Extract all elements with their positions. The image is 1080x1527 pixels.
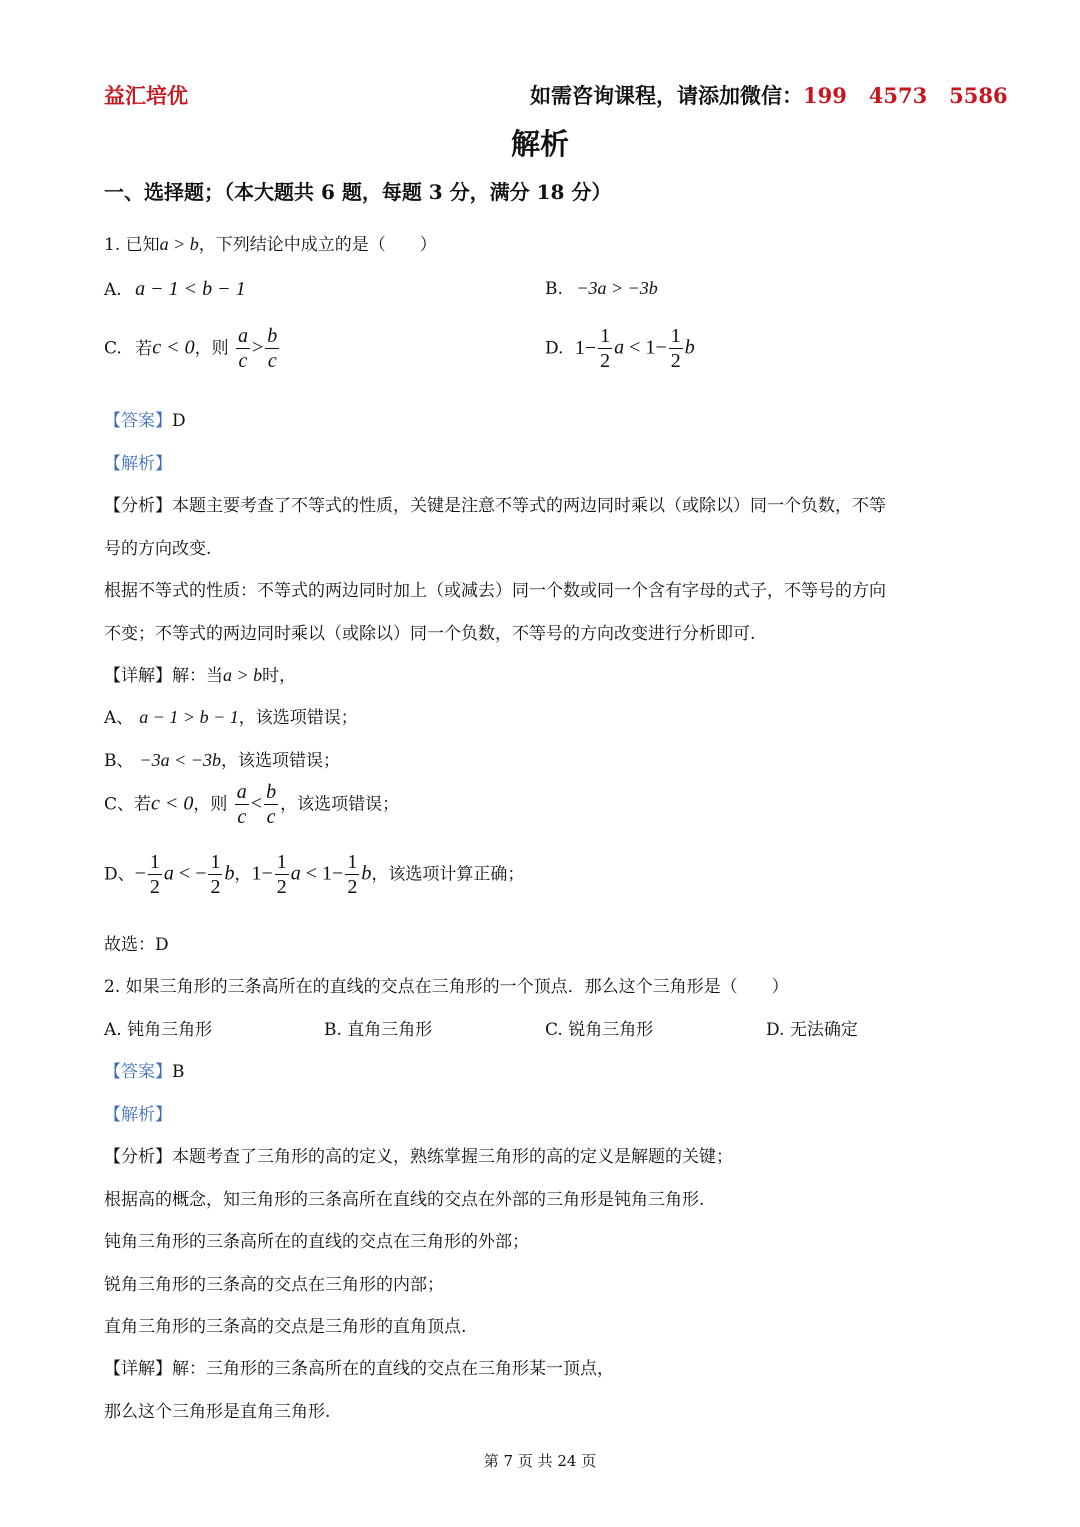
fraction: $\frac{1}{2}$	[347, 851, 358, 898]
detail-a-math: a − 1 > b − 1	[139, 707, 239, 727]
detail-text: 解：三角形的三条高所在的直线的交点在三角形某一顶点，	[172, 1359, 614, 1379]
q1-option-c: C. 若c < 0，则 $\frac{a}{c}$ > $\frac{b}{c}$	[104, 325, 278, 372]
fraction: $\frac{a}{c}$	[236, 781, 247, 828]
q2-line4: 直角三角形的三条高的交点是三角形的直角顶点.	[104, 1317, 467, 1337]
fraction: $\frac{1}{2}$	[670, 325, 681, 372]
wechat-number: 199 4573 5586	[803, 83, 1008, 108]
answer-tag: 【答案】	[104, 1062, 172, 1082]
q1-detail-d: D、− $\frac{1}{2}$ a < − $\frac{1}{2}$ b，1− $\frac{1}{2}$ a < 1− $\frac{1}{2}$ b，该选项计算正确；	[104, 851, 525, 898]
q1-option-b	[545, 278, 658, 299]
brand-name: 益汇培优	[104, 83, 188, 108]
fenxi-tag: 【分析】	[104, 496, 172, 516]
q1-basis-line1: 根据不等式的性质：不等式的两边同时加上（或减去）同一个数或同一个含有字母的式子，不等号的方向	[104, 581, 886, 601]
q1-stem-pre: 1. 已知	[104, 235, 160, 255]
detail-tag: 【详解】	[104, 1359, 172, 1379]
q1-option-c-then: ，则	[194, 338, 229, 359]
q2-option-c: C. 锐角三角形	[545, 1020, 654, 1040]
detail-b-label: B、	[104, 751, 134, 771]
q1-basis-line2: 不变；不等式的两边同时乘以（或除以）同一个负数，不等号的方向改变进行分析即可.	[104, 624, 756, 644]
fraction: $\frac{1}{2}$	[210, 851, 221, 898]
q1-stem-post: ，下列结论中成立的是（ ）	[198, 235, 437, 255]
q2-detail1	[104, 1354, 614, 1379]
q1-conclusion: 故选：D	[104, 935, 169, 955]
detail-text: 解：当	[172, 666, 223, 686]
q1-stem	[104, 230, 437, 255]
detail-b-math: −3a < −3b	[139, 750, 221, 770]
q1-option-d: D. 1− $\frac{1}{2}$ a < 1− $\frac{1}{2}$ b	[545, 325, 695, 372]
detail-c-label: C、若	[104, 794, 152, 815]
answer-value: B	[172, 1062, 185, 1082]
detail-c-text: ，该选项错误；	[280, 794, 400, 815]
q1-option-d-label: D.	[545, 338, 564, 359]
q1-option-c-text: 若	[135, 338, 153, 359]
section-heading: 一、选择题；（本大题共 6 题，每题 3 分，满分 18 分）	[104, 180, 612, 204]
answer-tag: 【答案】	[104, 411, 172, 431]
contact-line	[530, 80, 1008, 110]
q1-detail-a	[104, 703, 358, 728]
q1-detail-b	[104, 746, 340, 771]
q1-fenxi-line2: 号的方向改变.	[104, 539, 212, 559]
q2-line1: 根据高的概念，知三角形的三条高所在直线的交点在外部的三角形是钝角三角形.	[104, 1190, 705, 1210]
q1-option-a-label: A.	[104, 280, 122, 300]
q2-detail2: 那么这个三角形是直角三角形.	[104, 1402, 331, 1422]
detail-b-text: ，该选项错误；	[220, 751, 340, 771]
q2-answer	[104, 1057, 185, 1082]
detail-condition: a > b	[223, 665, 263, 685]
q1-fenxi-line1	[104, 491, 886, 516]
analysis-tag: 【解析】	[104, 1105, 172, 1125]
detail-d-text: ，该选项计算正确；	[371, 864, 525, 885]
page-number: 第 7 页 共 24 页	[483, 1452, 597, 1470]
q1-option-b-math: −3a > −3b	[576, 278, 658, 298]
fraction: $\frac{1}{2}$	[600, 325, 611, 372]
q2-line2: 钝角三角形的三条高所在的直线的交点在三角形的外部；	[104, 1232, 529, 1252]
q1-detail-c: C、若c < 0，则 $\frac{a}{c}$ < $\frac{b}{c}$ ，该选项错误；	[104, 781, 400, 828]
q1-option-a	[104, 278, 246, 301]
detail-text: 时，	[262, 666, 297, 686]
detail-c-then: ，则	[193, 794, 228, 815]
q2-line3: 锐角三角形的三条高的交点在三角形的内部；	[104, 1275, 444, 1295]
q2-option-b: B. 直角三角形	[324, 1020, 433, 1040]
fraction: $\frac{b}{c}$	[267, 325, 278, 372]
fraction: $\frac{a}{c}$	[238, 325, 248, 372]
fraction: $\frac{1}{2}$	[276, 851, 287, 898]
q1-answer	[104, 406, 186, 431]
answer-value: D	[172, 411, 186, 431]
q1-stem-condition: a > b	[159, 234, 199, 254]
q1-option-a-math: a − 1 < b − 1	[135, 278, 246, 300]
q2-option-a: A. 钝角三角形	[104, 1020, 213, 1040]
q2-option-d: D. 无法确定	[766, 1020, 858, 1040]
detail-c-condition: c < 0	[151, 792, 194, 815]
page-title: 解析	[510, 127, 569, 161]
fenxi-text: 本题考查了三角形的高的定义，熟练掌握三角形的高的定义是解题的关键；	[172, 1147, 733, 1167]
q1-detail-intro	[104, 661, 296, 686]
detail-d-label: D、	[104, 864, 135, 885]
q1-option-c-condition: c < 0	[152, 336, 195, 359]
contact-text: 如需咨询课程，请添加微信：	[530, 83, 803, 108]
q2-fenxi	[104, 1142, 733, 1167]
q1-option-c-label: C.	[104, 338, 122, 359]
detail-a-text: ，该选项错误；	[238, 708, 358, 728]
fraction: $\frac{1}{2}$	[149, 851, 160, 898]
analysis-tag: 【解析】	[104, 454, 172, 474]
fraction: $\frac{b}{c}$	[266, 781, 277, 828]
fenxi-text: 本题主要考查了不等式的性质，关键是注意不等式的两边同时乘以（或除以）同一个负数，不等	[172, 496, 886, 516]
detail-a-label: A、	[104, 708, 134, 728]
q2-stem: 2. 如果三角形的三条高所在的直线的交点在三角形的一个顶点．那么这个三角形是（ ）	[104, 977, 789, 997]
fenxi-tag: 【分析】	[104, 1147, 172, 1167]
detail-tag: 【详解】	[104, 666, 172, 686]
q1-option-b-label: B.	[545, 279, 563, 299]
